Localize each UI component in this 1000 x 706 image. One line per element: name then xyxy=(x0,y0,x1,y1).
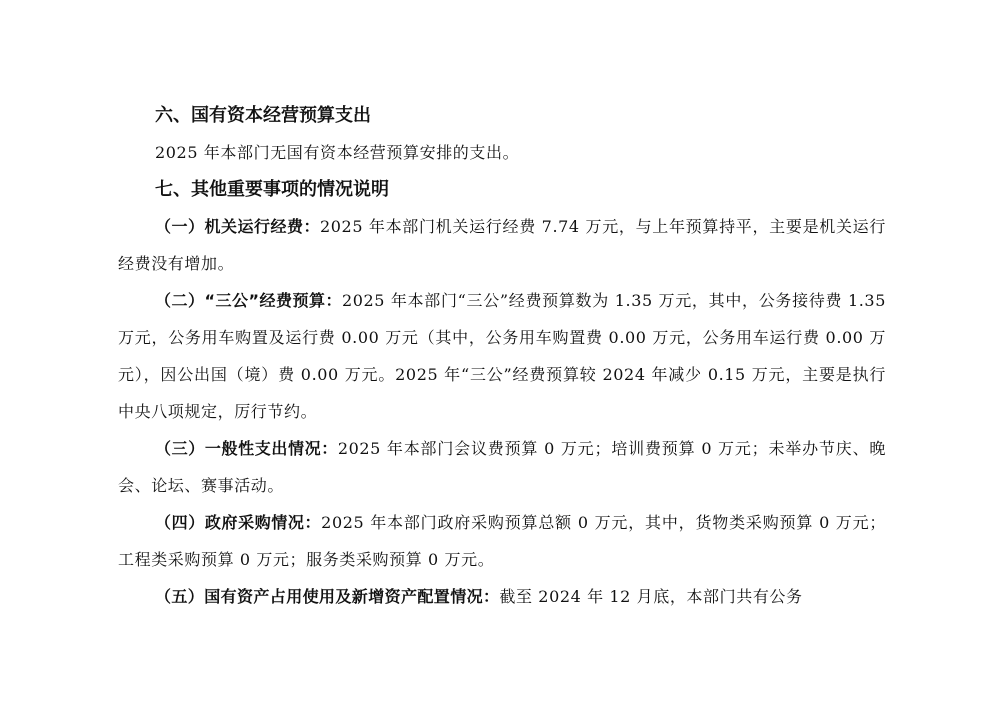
item-4-text: 2025 年本部门政府采购预算总额 0 万元，其中，货物类采购预算 0 万元；工程类采购预算 0 万元；服务类采购预算 0 万元。 xyxy=(118,513,886,569)
item-2-text: 2025 年本部门“三公”经费预算数为 1.35 万元，其中，公务接待费 1.35 万元，公务用车购置及运行费 0.00 万元（其中，公务用车购置费 0.00 万元，公务用车运行费 0.00 万元），因公出国（境）费 0.00 万元。2025 年“三公”经费预算较 2024 年减少 0.15 万元，主要是执行中央八项规定，厉行节约。 xyxy=(118,291,886,421)
item-4-label: （四）政府采购情况： xyxy=(155,513,322,532)
section-6-heading: 六、国有资本经营预算支出 xyxy=(155,105,371,126)
section-6-body: 2025 年本部门无国有资本经营预算安排的支出。 xyxy=(155,143,520,162)
item-3-text: 2025 年本部门会议费预算 0 万元；培训费预算 0 万元；未举办节庆、晚会、论坛、赛事活动。 xyxy=(118,439,887,495)
item-5-label: （五）国有资产占用使用及新增资产配置情况： xyxy=(155,587,500,606)
item-1-paragraph xyxy=(118,208,886,282)
item-5-paragraph xyxy=(118,578,886,615)
section-7-heading: 七、其他重要事项的情况说明 xyxy=(155,179,389,200)
item-2-paragraph xyxy=(118,282,886,430)
item-1-text: 2025 年本部门机关运行经费 7.74 万元，与上年预算持平，主要是机关运行经费没有增加。 xyxy=(118,217,886,273)
item-3-paragraph xyxy=(118,430,886,504)
item-4-paragraph xyxy=(118,504,886,578)
item-3-label: （三）一般性支出情况： xyxy=(155,439,338,458)
item-2-label: （二）“三公”经费预算： xyxy=(155,291,342,310)
item-5-text: 截至 2024 年 12 月底，本部门共有公务 xyxy=(499,587,803,606)
item-1-label: （一）机关运行经费： xyxy=(155,217,320,236)
document-content xyxy=(118,97,886,615)
